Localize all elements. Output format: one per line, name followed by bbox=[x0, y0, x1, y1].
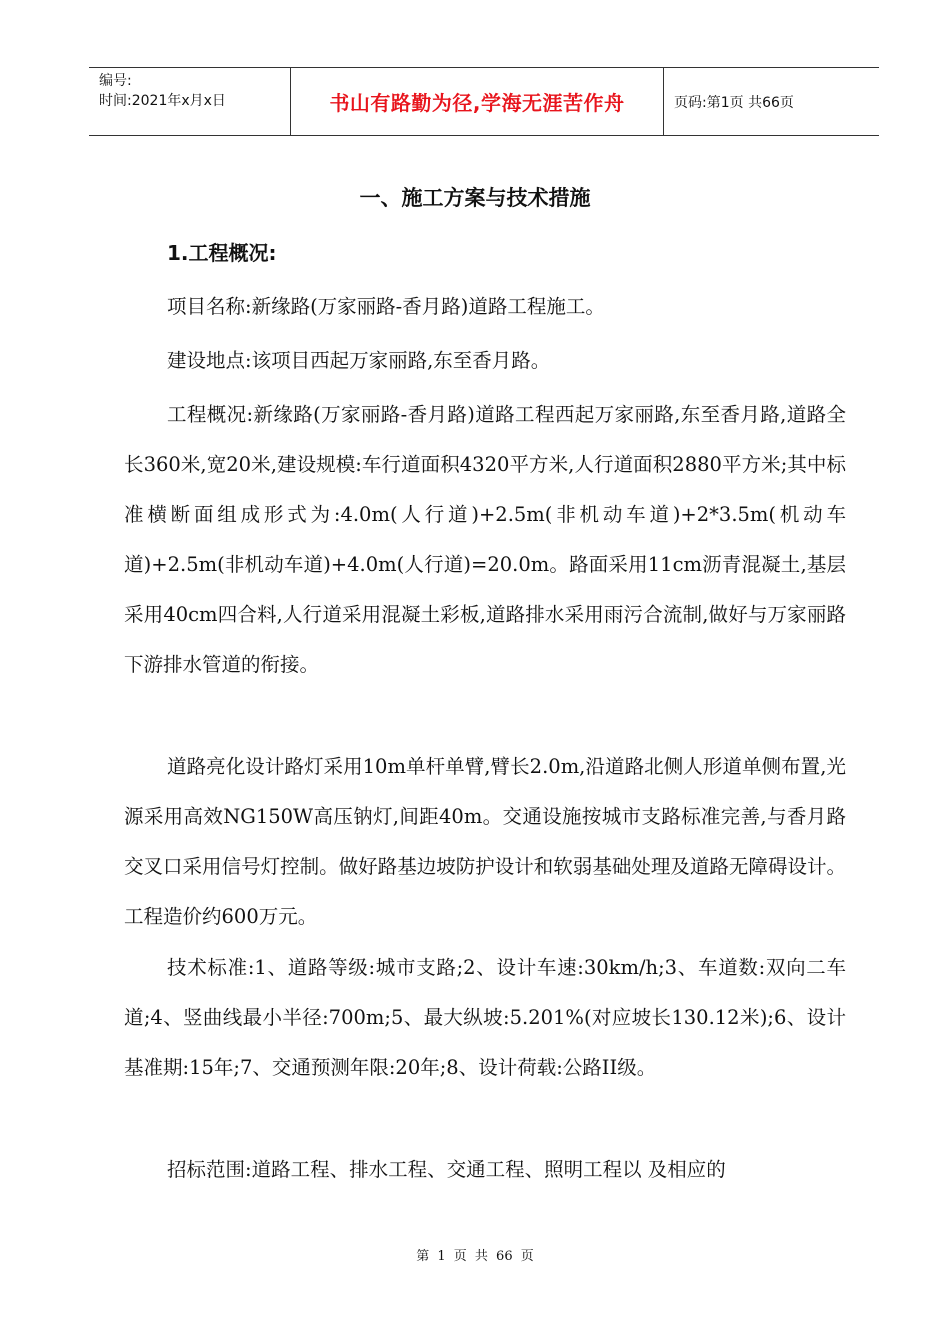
number-label: 编号: bbox=[99, 73, 132, 89]
paragraph-bid-scope: 招标范围:道路工程、排水工程、交通工程、照明工程以 及相应的 bbox=[167, 1158, 726, 1181]
time-label: 时间:2021年x月x日 bbox=[99, 93, 226, 109]
paragraph-tech-standards: 技术标准:1、道路等级:城市支路;2、设计车速:30km/h;3、车道数:双向二车道;4、竖曲线最小半径:700m;5、最大纵坡:5.201%(对应坡长130.12米);6、设计基准期:15年;7、交通预测年限:20年;8、设计荷载:公路II级。 bbox=[124, 956, 846, 1079]
paragraph-location: 建设地点:该项目西起万家丽路,东至香月路。 bbox=[167, 349, 551, 372]
section-heading: 1.工程概况: bbox=[167, 241, 277, 265]
header-meta bbox=[89, 68, 291, 135]
page-header bbox=[89, 67, 879, 136]
paragraph-lighting: 道路亮化设计路灯采用10m单杆单臂,臂长2.0m,沿道路北侧人形道单侧布置,光源采用高效NG150W高压钠灯,间距40m。交通设施按城市支路标准完善,与香月路交叉口采用信号灯控制。做好路基边坡防护设计和软弱基础处理及道路无障碍设计。工程造价约600万元。 bbox=[124, 755, 846, 928]
page-footer: 第 1 页 共 66 页 bbox=[416, 1249, 534, 1264]
paragraph-project-name: 项目名称:新缘路(万家丽路-香月路)道路工程施工。 bbox=[167, 295, 605, 318]
document-title: 一、施工方案与技术措施 bbox=[359, 186, 591, 210]
header-page-info: 页码:第1页 共66页 bbox=[674, 94, 794, 111]
paragraph-overview: 工程概况:新缘路(万家丽路-香月路)道路工程西起万家丽路,东至香月路,道路全长360米,宽20米,建设规模:车行道面积4320平方米,人行道面积2880平方米;其中标准横断面组成形式为:4.0m(人行道)+2.5m(非机动车道)+2*3.5m(机动车道)+2.5m(非机动车道)+4.0m(人行道)=20.0m。路面采用11cm沥青混凝土,基层采用40cm四合料,人行道采用混凝土彩板,道路排水采用雨污合流制,做好与万家丽路下游排水管道的衔接。 bbox=[124, 403, 846, 676]
header-motto: 书山有路勤为径,学海无涯苦作舟 bbox=[291, 68, 664, 135]
